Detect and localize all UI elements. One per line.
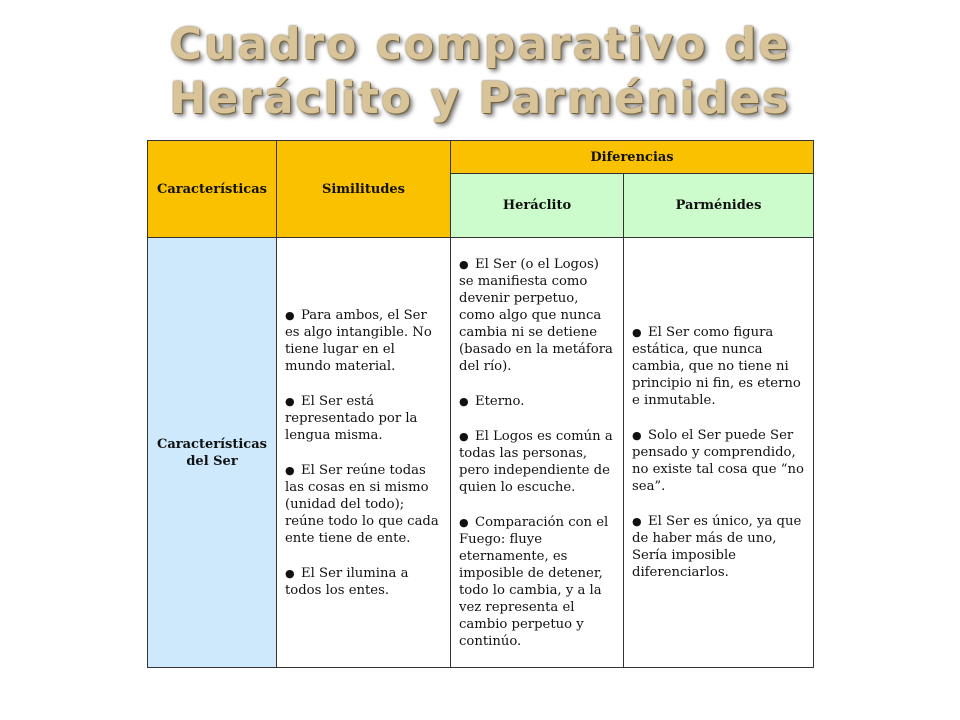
bullet-icon: ● xyxy=(285,308,295,322)
list-item xyxy=(632,513,805,581)
bullet-icon: ● xyxy=(285,394,295,408)
bullet-icon: ● xyxy=(632,326,642,339)
list-item-text: Para ambos, el Ser es algo intangible. No tiene lugar en el mundo material. xyxy=(285,307,432,374)
header-diferencias: Diferencias xyxy=(451,141,814,174)
bullet-icon: ● xyxy=(632,515,642,528)
list-item-text: Comparación con el Fuego: fluye eternamente, es imposible de detener, todo lo cambia, y a la vez representa el cambio perpetuo y continúo. xyxy=(459,514,609,649)
bullet-icon: ● xyxy=(459,257,469,271)
row-label-line-2: del Ser xyxy=(186,453,238,469)
page-title xyxy=(0,18,960,126)
header-parmenides: Parménides xyxy=(624,174,814,238)
bullet-icon: ● xyxy=(459,429,469,443)
bullet-icon: ● xyxy=(285,463,295,477)
heraclito-list xyxy=(459,256,615,650)
list-item xyxy=(459,393,615,410)
list-item-text: Eterno. xyxy=(475,393,525,409)
bullet-icon: ● xyxy=(459,515,469,529)
list-item-text: El Ser está representado por la lengua misma. xyxy=(285,393,418,443)
list-item-text: El Ser es único, ya que de haber más de uno, Sería imposible diferenciarlos. xyxy=(632,514,802,580)
heraclito-cell xyxy=(451,238,624,668)
comparison-table xyxy=(147,140,814,668)
list-item xyxy=(285,393,442,444)
list-item-text: Solo el Ser puede Ser pensado y comprendido, no existe tal cosa que “no sea”. xyxy=(632,428,804,494)
parmenides-cell xyxy=(624,238,814,668)
similitudes-cell xyxy=(277,238,451,668)
list-item-text: El Ser como figura estática, que nunca cambia, que no tiene ni principio ni fin, es eterno e inmutable. xyxy=(632,325,801,408)
bullet-icon: ● xyxy=(459,394,469,408)
list-item xyxy=(632,427,805,495)
header-similitudes: Similitudes xyxy=(277,141,451,238)
list-item xyxy=(459,256,615,375)
parmenides-list xyxy=(632,324,805,581)
list-item xyxy=(459,428,615,496)
bullet-icon: ● xyxy=(285,566,295,580)
list-item xyxy=(632,324,805,409)
list-item xyxy=(459,514,615,650)
header-heraclito: Heráclito xyxy=(451,174,624,238)
bullet-icon: ● xyxy=(632,429,642,442)
list-item xyxy=(285,565,442,599)
list-item-text: El Ser ilumina a todos los entes. xyxy=(285,565,409,598)
header-caracteristicas: Características xyxy=(148,141,277,238)
list-item xyxy=(285,307,442,375)
list-item xyxy=(285,462,442,547)
list-item-text: El Logos es común a todas las personas, pero independiente de quien lo escuche. xyxy=(459,428,613,495)
title-line-1: Cuadro comparativo de xyxy=(169,19,791,70)
title-line-2: Heráclito y Parménides xyxy=(169,73,791,124)
list-item-text: El Ser reúne todas las cosas en si mismo (unidad del todo); reúne todo lo que cada ente tiene de ente. xyxy=(285,462,439,546)
row-label-caracteristicas-del-ser xyxy=(148,238,277,668)
similitudes-list xyxy=(285,307,442,599)
list-item-text: El Ser (o el Logos) se manifiesta como devenir perpetuo, como algo que nunca cambia ni se detiene (basado en la metáfora del río). xyxy=(459,256,613,374)
row-label-line-1: Características xyxy=(157,436,267,452)
